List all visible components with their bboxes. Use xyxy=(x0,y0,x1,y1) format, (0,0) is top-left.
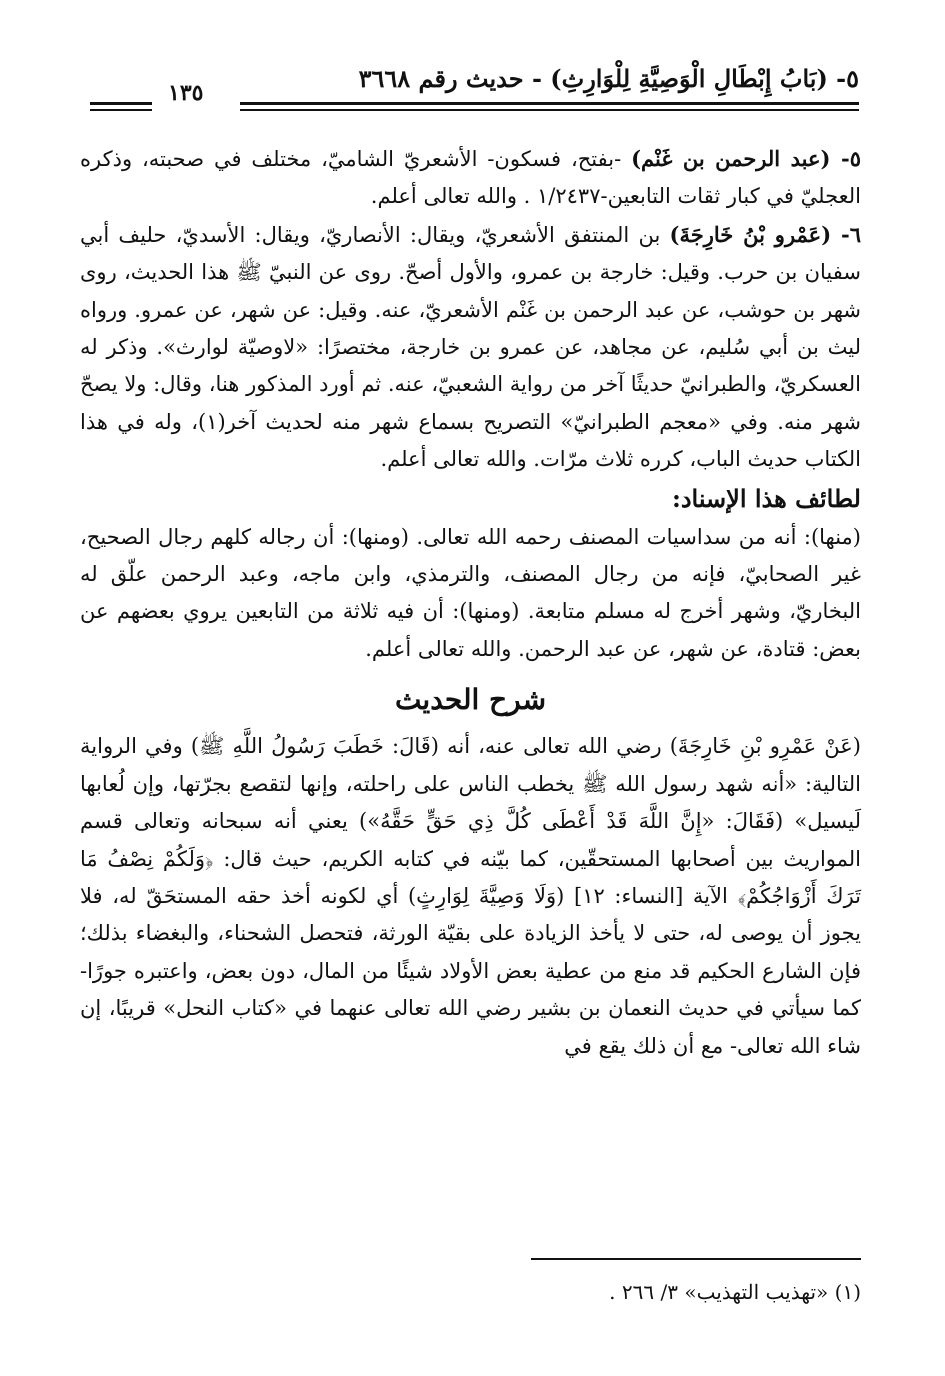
lataif-paragraph: (منها): أنه من سداسيات المصنف رحمه الله تعالى. (ومنها): أن رجاله كلهم رجال الصحيح، غير الصحابيّ، فإنه من رجال المصنف، والترمذي، وابن ماجه، وعبد الرحمن علّق له البخاريّ، وشهر أخرج له مسلم متابعة. (ومنها): أن فيه ثلاثة من التابعين يروي بعضهم عن بعض: قتادة، عن شهر، عن عبد الرحمن. والله تعالى أعلم. xyxy=(80,524,861,661)
narrator-entry-6 xyxy=(80,216,861,479)
sharh-paragraph: (عَنْ عَمْرِو بْنِ خَارِجَةَ) رضي الله تعالى عنه، أنه (قَالَ: خَطَبَ رَسُولُ اللَّهِ ﷺ) وفي الرواية التالية: «أنه شهد رسول الله ﷺ يخطب الناس على راحلته، وإنها لتقصع بجرّتها، وإن لُعابها لَيسيل» (فَقَالَ: «إِنَّ اللَّهَ قَدْ أَعْطَى كُلَّ ذِي حَقٍّ حَقَّهُ») يعني أنه سبحانه وتعالى قسم المواريث بين أصحابها المستحقّين، كما بيّنه في كتابه الكريم، حيث قال: ﴿وَلَكُمْ نِصْفُ مَا تَرَكَ أَزْوَاجُكُمْ﴾ الآية [النساء: ١٢] (وَلَا وَصِيَّةَ لِوَارِثٍ) أي لكونه أخذ حقه المستحَقّ له، فلا يجوز أن يوصى له، حتى لا يأخذ الزيادة على بقيّة الورثة، فتحصل الشحناء، والبغضاء بذلك؛ فإن الشارع الحكيم قد منع من عطية بعض الأولاد شيئًا من المال، دون بعض، واعتبره جورًا-كما سيأتي في حديث النعمان بن بشير رضي الله تعالى عنهما في «كتاب النحل» قريبًا، إن شاء الله تعالى- مع أن ذلك يقع في xyxy=(80,734,862,1058)
page-number: ١٣٥ xyxy=(168,80,204,106)
header-rule-short xyxy=(90,102,152,105)
narrator-text: بن المنتفق الأشعريّ، ويقال: الأنصاريّ، ويقال: الأسديّ، حليف أبي سفيان بن حرب. وقيل: خارجة بن عمرو، والأول أصحّ. روى عن النبيّ ﷺ هذا الحديث، روى شهر بن حوشب، عن عبد الرحمن بن غَنْم الأشعريّ، عنه. وقيل: عن شهر، عن عمرو. ورواه ليث بن أبي سُليم، عن مجاهد، عن عمرو بن خارجة، مختصرًا: «لاوصيّة لوارث». وذكر له العسكريّ، والطبرانيّ حديثًا آخر من رواية الشعبيّ، عنه. ثم أورد المذكور هنا، وقال: ولا يصحّ شهر منه. وفي «معجم الطبرانيّ» التصريح بسماع شهر منه لحديث آخر(١)، وله في هذا الكتاب حديث الباب، كرره ثلاث مرّات. والله تعالى أعلم. xyxy=(80,222,861,472)
narrator-entry-5 xyxy=(80,140,861,216)
footnote: (١) «تهذيب التهذيب» ٣/ ٢٦٦ . xyxy=(609,1280,861,1304)
page-header xyxy=(90,62,859,106)
narrator-text: -بفتح، فسكون- الأشعريّ الشاميّ، مختلف في صحبته، وذكره العجليّ في كبار ثقات التابعين-١/٢٤٣٧ . والله تعالى أعلم. xyxy=(80,147,861,209)
section-title-sharh: شرح الحديث xyxy=(394,683,547,717)
narrator-name: ٥- (عبد الرحمن بن غَنْم) xyxy=(631,146,861,171)
narrator-name: ٦- (عَمْرو بْنُ خَارِجَةَ) xyxy=(669,221,861,247)
section-heading-lataif: لطائف هذا الإسناد: xyxy=(671,483,861,513)
header-rule xyxy=(240,102,859,105)
page-body xyxy=(80,140,861,1065)
footnote-divider xyxy=(531,1258,861,1260)
running-title: ٥- (بَابُ إِبْطَالِ الْوَصِيَّةِ لِلْوَارِثِ) - حديث رقم ٣٦٦٨ xyxy=(358,64,859,93)
